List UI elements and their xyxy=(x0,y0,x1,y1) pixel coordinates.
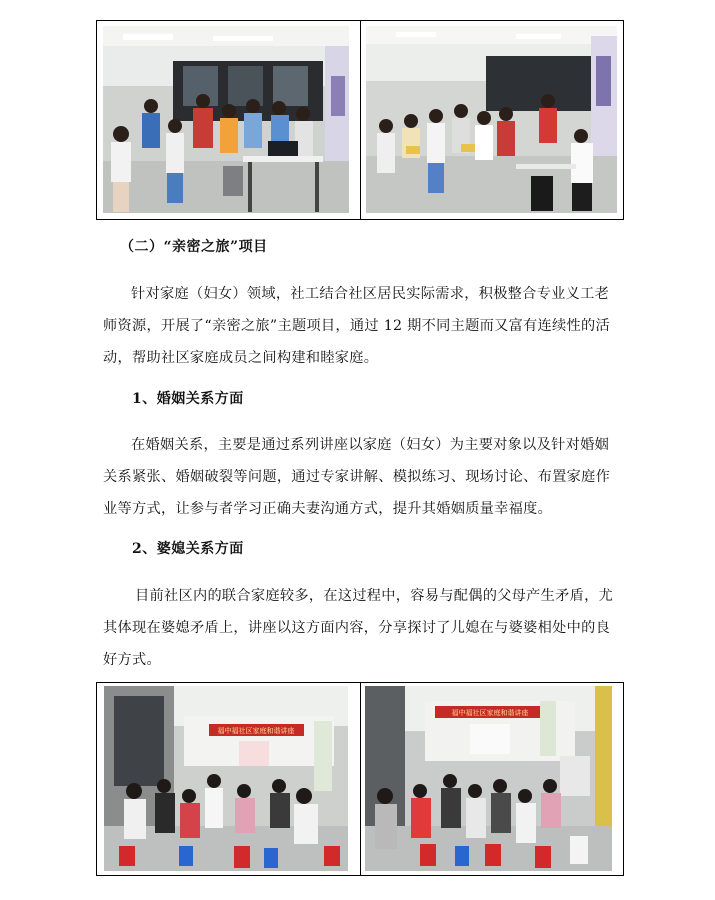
subsection-heading-marriage: 1、婚姻关系方面 xyxy=(132,391,244,407)
intro-paragraph xyxy=(103,278,615,374)
in-law-line: 好方式。 xyxy=(103,652,161,668)
subsection-heading-in-law: 2、婆媳关系方面 xyxy=(132,541,244,557)
intro-line: 师资源，开展了“亲密之旅”主题项目，通过 12 期不同主题而又富有连续性的活 xyxy=(103,318,610,334)
marriage-line: 业等方式，让参与者学习正确夫妻沟通方式，提升其婚姻质量幸福度。 xyxy=(103,501,553,517)
marriage-line: 在婚姻关系，主要是通过系列讲座以家庭（妇女）为主要对象以及针对婚姻 xyxy=(131,437,610,453)
in-law-line: 其体现在婆媳矛盾上，讲座以这方面内容，分享探讨了儿媳在与婆婆相处中的良 xyxy=(103,620,611,636)
bottom-photo-table xyxy=(96,682,624,876)
photo-children-reading xyxy=(366,26,617,213)
photo-lecture-audience-left xyxy=(104,686,348,871)
banner-text-left: 福中福社区家庭和谐讲座 xyxy=(217,727,295,735)
photo-children-singing xyxy=(103,26,349,213)
marriage-line: 关系紧张、婚姻破裂等问题，通过专家讲解、模拟练习、现场讨论、布置家庭作 xyxy=(103,469,611,485)
intro-line: 动，帮助社区家庭成员之间构建和睦家庭。 xyxy=(103,350,379,366)
in-law-paragraph xyxy=(103,580,615,676)
marriage-paragraph xyxy=(103,429,615,525)
bottom-photo-cell-right xyxy=(361,683,624,875)
top-photo-cell-left xyxy=(97,21,361,219)
bottom-photo-cell-left xyxy=(97,683,361,875)
banner-text-right: 福中福社区家庭和谐讲座 xyxy=(451,709,528,717)
in-law-line: 目前社区内的联合家庭较多，在这过程中，容易与配偶的父母产生矛盾，尤 xyxy=(135,588,614,604)
intro-line: 针对家庭（妇女）领域，社工结合社区居民实际需求，积极整合专业义工老 xyxy=(131,286,610,302)
photo-lecture-audience-right xyxy=(365,686,612,871)
top-photo-table xyxy=(96,20,624,220)
top-photo-cell-right xyxy=(361,21,624,219)
section-heading: （二）“亲密之旅”项目 xyxy=(120,239,268,255)
